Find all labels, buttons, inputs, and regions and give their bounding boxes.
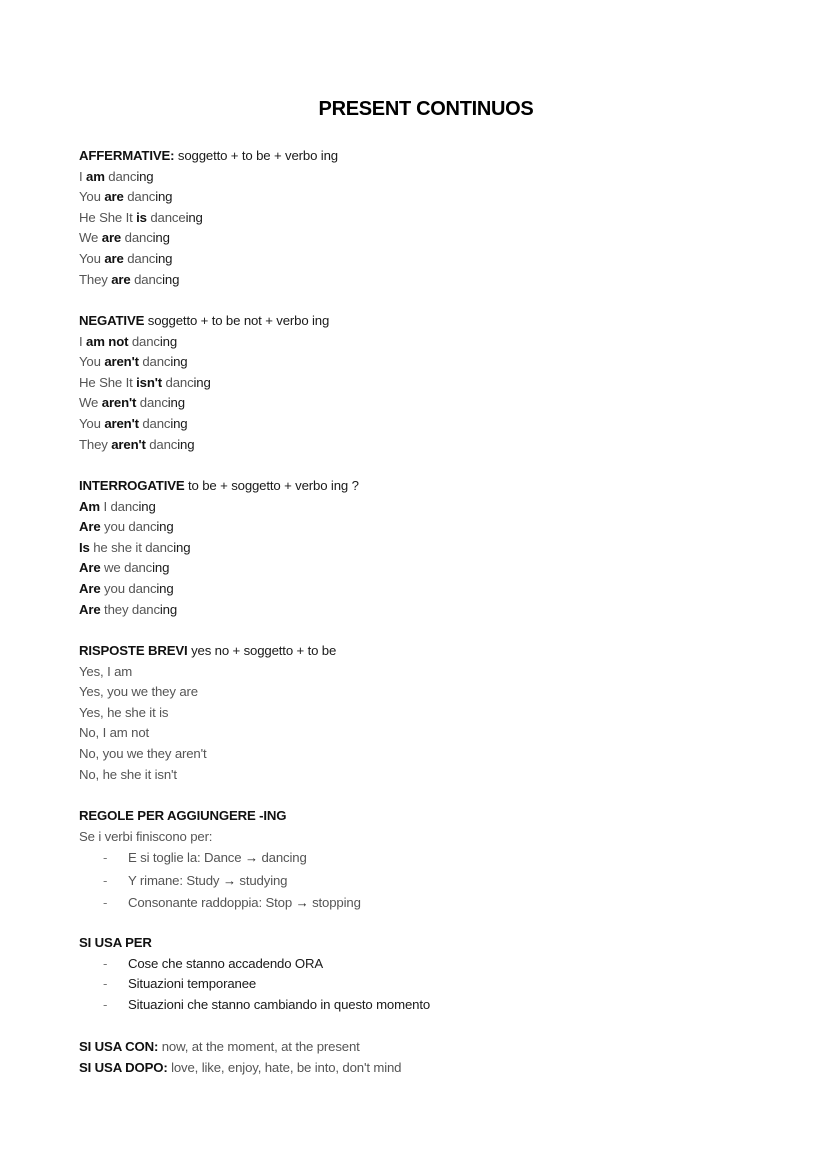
- text-segment: danc: [138, 354, 171, 370]
- example-line: [79, 332, 329, 353]
- rule-item: - Y rimane: Study → studying: [79, 871, 361, 892]
- example-line: [79, 682, 336, 703]
- text-segment: No, you we they aren't: [79, 745, 207, 761]
- section-heading: [79, 476, 359, 497]
- text-segment: ing: [162, 271, 180, 287]
- section-uses: [79, 933, 430, 1015]
- bold-text: SI USA PER: [79, 935, 152, 950]
- bold-text: is: [136, 209, 147, 225]
- bold-text: aren't: [104, 354, 139, 370]
- text-segment: They: [79, 436, 112, 452]
- example-line: [79, 228, 338, 249]
- bold-text: RISPOSTE BREVI: [79, 643, 188, 658]
- text-segment: He She It: [79, 209, 137, 225]
- text-segment: you danc: [100, 519, 157, 535]
- text-segment: danc: [123, 250, 156, 266]
- text-segment: They: [79, 271, 112, 287]
- text-segment: ing: [156, 519, 174, 535]
- example-line: [79, 744, 336, 765]
- rule-item: - E si toglie la: Dance → dancing: [79, 848, 361, 869]
- example-line: [79, 538, 359, 559]
- text-segment: You: [79, 250, 105, 266]
- text-segment: soggetto + to be + verbo ing: [174, 148, 338, 163]
- text-segment: yes no + soggetto + to be: [187, 643, 337, 658]
- section-heading: [79, 933, 430, 954]
- text-segment: danc: [130, 271, 163, 287]
- text-segment: danc: [162, 374, 194, 390]
- text-segment: ing: [170, 354, 188, 370]
- section-short-answers: [79, 641, 336, 785]
- section-affermative: [79, 146, 338, 290]
- bold-text: aren't: [104, 415, 139, 431]
- rules-intro: Se i verbi finiscono per:: [79, 828, 213, 844]
- text-segment: we danc: [100, 560, 153, 576]
- bold-text: Are: [79, 601, 101, 617]
- text-segment: Yes, he she it is: [79, 704, 169, 720]
- text-segment: ing: [152, 230, 170, 246]
- section-heading: [79, 641, 336, 662]
- example-line: [79, 703, 336, 724]
- text-segment: ing: [155, 250, 173, 266]
- bullet-dash: -: [103, 996, 108, 1012]
- page-title: PRESENT CONTINUOS: [318, 98, 534, 120]
- arrow-right-icon: →: [295, 895, 309, 911]
- text-segment: he she it danc: [89, 539, 174, 555]
- bullet-dash: -: [103, 955, 108, 971]
- bullet-dash: -: [103, 850, 108, 866]
- text-segment: danc: [121, 230, 153, 246]
- text-segment: ing: [155, 189, 173, 205]
- section-usage-notes: [79, 1037, 401, 1078]
- text-segment: Yes, you we they are: [79, 684, 198, 700]
- text-segment: dance: [146, 209, 186, 225]
- text-segment: danc: [138, 415, 171, 431]
- text-segment: danc: [104, 168, 137, 184]
- example-line: [79, 558, 359, 579]
- text-segment: Yes, I am: [79, 663, 133, 679]
- bold-text: Are: [79, 519, 101, 535]
- text-segment: ing: [152, 560, 170, 576]
- example-line: [79, 723, 336, 744]
- text-segment: You: [79, 189, 105, 205]
- bold-text: SI USA CON:: [79, 1039, 159, 1054]
- example-line: [79, 249, 338, 270]
- text-segment: ing: [173, 539, 191, 555]
- example-line: [79, 579, 359, 600]
- example-line: [79, 393, 329, 414]
- arrow-right-icon: →: [222, 872, 236, 888]
- text-segment: ing: [159, 601, 178, 617]
- bold-text: Is: [79, 539, 90, 555]
- bold-text: am not: [86, 333, 129, 349]
- text-segment: danc: [128, 333, 160, 349]
- text-segment: I danc: [99, 498, 139, 514]
- text-segment: ing: [159, 333, 178, 349]
- bold-text: AFFERMATIVE:: [79, 148, 175, 163]
- bold-text: are: [101, 230, 122, 246]
- text-segment: No, he she it isn't: [79, 766, 177, 782]
- arrow-right-icon: →: [244, 850, 258, 866]
- bold-text: SI USA DOPO:: [79, 1059, 168, 1075]
- use-item: - Situazioni che stanno cambiando in questo momento: [79, 995, 430, 1016]
- section-heading: [79, 806, 361, 827]
- example-line: [79, 435, 329, 456]
- used-with-line: [79, 1037, 401, 1058]
- bold-text: Am: [79, 498, 100, 514]
- example-line: [79, 187, 338, 208]
- example-line: [79, 497, 359, 518]
- use-item: - Situazioni temporanee: [79, 974, 430, 995]
- bold-text: are: [104, 250, 124, 266]
- rule-item: - Consonante raddoppia: Stop → stopping: [79, 893, 361, 914]
- example-line: [79, 373, 329, 394]
- section-ing-rules: [79, 806, 361, 914]
- bold-text: aren't: [101, 395, 137, 411]
- use-item: - Cose che stanno accadendo ORA: [79, 954, 430, 975]
- example-line: [79, 167, 338, 188]
- bold-text: aren't: [111, 436, 146, 452]
- bullet-dash: -: [103, 872, 108, 888]
- bold-text: REGOLE PER AGGIUNGERE -ING: [79, 808, 287, 823]
- section-negative: [79, 311, 329, 455]
- text-segment: ing: [185, 209, 203, 225]
- bold-text: isn't: [136, 374, 162, 390]
- example-line: [79, 352, 329, 373]
- text-segment: You: [79, 415, 105, 431]
- bold-text: NEGATIVE: [79, 313, 145, 328]
- section-interrogative: [79, 476, 359, 620]
- section-heading: [79, 311, 329, 332]
- text-segment: We: [79, 395, 102, 411]
- text-segment: they danc: [100, 601, 160, 617]
- example-line: [79, 600, 359, 621]
- example-line: [79, 270, 338, 291]
- text-segment: I: [79, 168, 87, 184]
- bold-text: INTERROGATIVE: [79, 478, 185, 493]
- bold-text: Are: [79, 580, 101, 596]
- example-line: [79, 765, 336, 786]
- text-segment: soggetto + to be not + verbo ing: [144, 313, 330, 328]
- bold-text: are: [111, 271, 131, 287]
- text-segment: We: [79, 230, 102, 246]
- text-segment: No, I am not: [79, 725, 150, 741]
- example-line: [79, 517, 359, 538]
- text-segment: now, at the moment, at the present: [158, 1039, 360, 1054]
- text-segment: love, like, enjoy, hate, be into, don't mind: [167, 1059, 402, 1075]
- text-segment: ing: [170, 415, 188, 431]
- bold-text: are: [104, 189, 124, 205]
- text-segment: ing: [177, 436, 195, 452]
- text-segment: ing: [156, 580, 174, 596]
- text-segment: you danc: [100, 580, 157, 596]
- text-segment: danc: [145, 436, 178, 452]
- text-segment: I: [79, 333, 87, 349]
- bold-text: am: [86, 168, 105, 184]
- text-segment: danc: [123, 189, 156, 205]
- text-segment: ing: [136, 168, 154, 184]
- bullet-dash: -: [103, 895, 108, 911]
- text-segment: ing: [167, 395, 185, 411]
- text-segment: You: [79, 354, 105, 370]
- text-segment: ing: [193, 374, 211, 390]
- bullet-dash: -: [103, 976, 108, 992]
- text-segment: ing: [138, 498, 156, 514]
- text-segment: danc: [136, 395, 168, 411]
- used-after-line: [79, 1058, 401, 1079]
- bold-text: Are: [79, 560, 101, 576]
- text-segment: He She It: [79, 374, 137, 390]
- text-segment: to be + soggetto + verbo ing ?: [184, 478, 359, 493]
- example-line: [79, 662, 336, 683]
- example-line: [79, 414, 329, 435]
- section-heading: [79, 146, 338, 167]
- example-line: [79, 208, 338, 229]
